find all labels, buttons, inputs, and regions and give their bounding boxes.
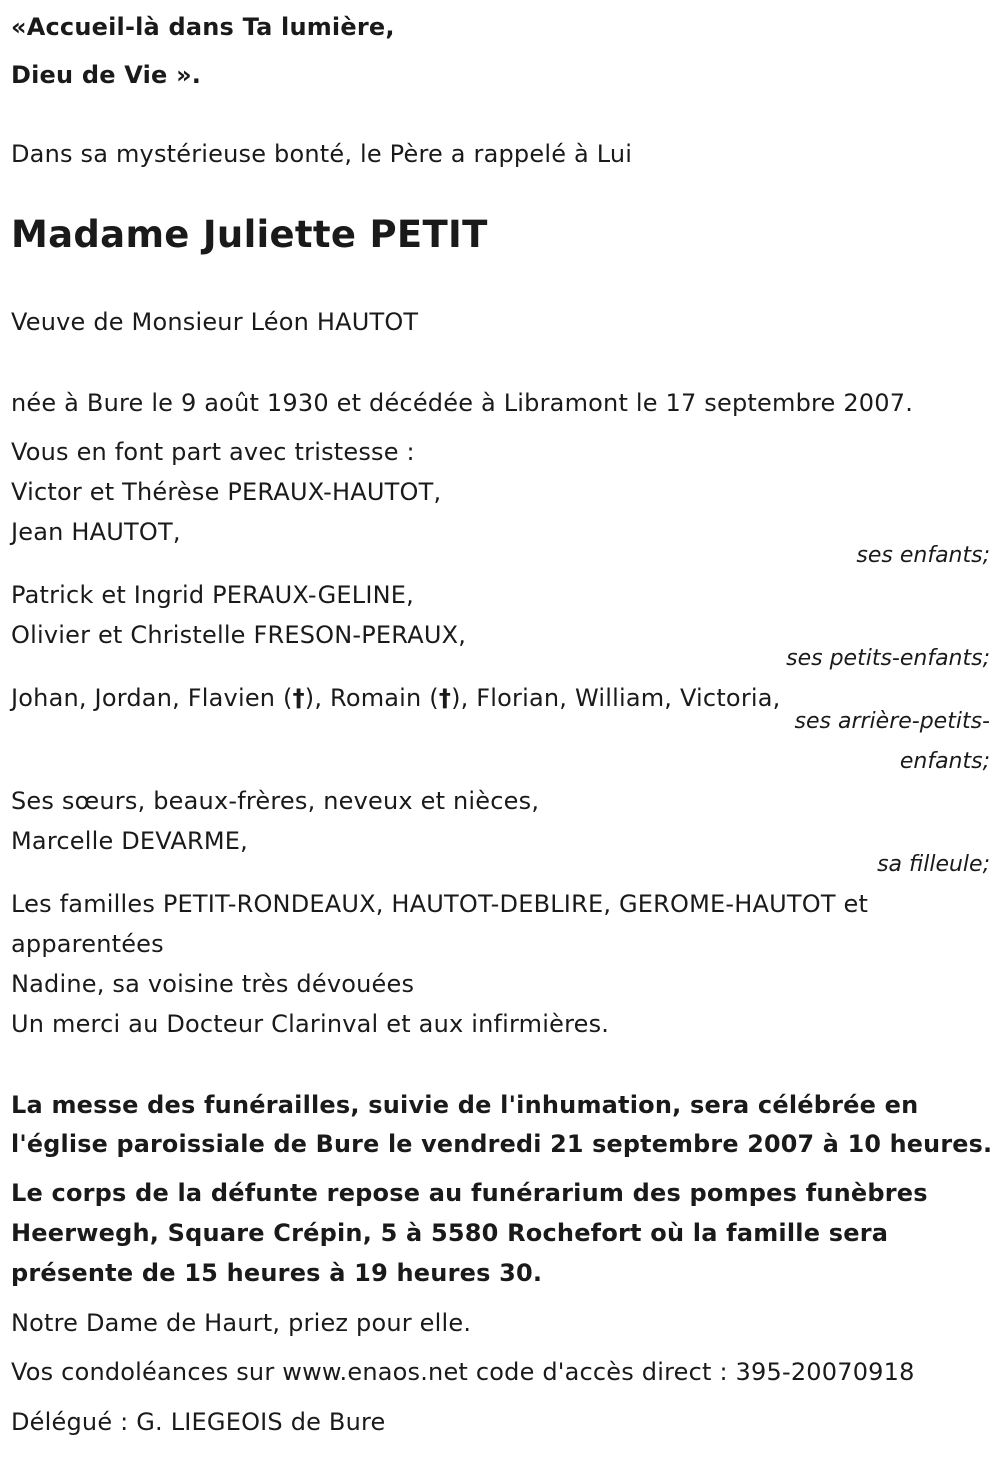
cross-icon: † xyxy=(438,684,452,712)
great-grandchildren-part: Johan, Jordan, Flavien ( xyxy=(11,684,293,712)
grandchild-name: Patrick et Ingrid PERAUX-GELINE, xyxy=(11,581,414,609)
announce-text: Vous en font part avec tristesse : xyxy=(11,438,415,466)
condolences-text: Vos condoléances sur www.enaos.net code d'accès direct : 395-20070918 xyxy=(11,1358,915,1386)
funeral-line-2: l'église paroissiale de Bure le vendredi 21 septembre 2007 à 10 heures. xyxy=(11,1130,993,1158)
families-line-1: Les familles PETIT-RONDEAUX, HAUTOT-DEBLIRE, GEROME-HAUTOT et xyxy=(11,890,869,918)
prayer-text: Notre Dame de Haurt, priez pour elle. xyxy=(11,1309,472,1337)
great-grandchildren-part: ), Florian, William, Victoria, xyxy=(451,684,781,712)
epigraph-line-1: «Accueil-là dans Ta lumière, xyxy=(11,13,395,41)
intro-text: Dans sa mystérieuse bonté, le Père a rappelé à Lui xyxy=(11,140,633,168)
widow-of: Veuve de Monsieur Léon HAUTOT xyxy=(11,308,419,336)
funeral-line-1: La messe des funérailles, suivie de l'inhumation, sera célébrée en xyxy=(11,1091,919,1119)
epigraph-line-2: Dieu de Vie ». xyxy=(11,61,202,89)
neighbor-text: Nadine, sa voisine très dévouées xyxy=(11,970,415,998)
child-name: Victor et Thérèse PERAUX-HAUTOT, xyxy=(11,478,442,506)
great-grandchildren-part: ), Romain ( xyxy=(304,684,439,712)
birth-death-text: née à Bure le 9 août 1930 et décédée à Libramont le 17 septembre 2007. xyxy=(11,389,914,417)
thanks-text: Un merci au Docteur Clarinval et aux infirmières. xyxy=(11,1010,610,1038)
great-grandchildren-names xyxy=(11,683,781,713)
children-role: ses enfants; xyxy=(856,543,990,568)
deceased-name: Madame Juliette PETIT xyxy=(11,213,488,256)
goddaughter-name: Marcelle DEVARME, xyxy=(11,827,248,855)
grandchild-name: Olivier et Christelle FRESON-PERAUX, xyxy=(11,621,467,649)
child-name: Jean HAUTOT, xyxy=(11,518,181,546)
families-line-2: apparentées xyxy=(11,930,164,958)
repose-line-1: Le corps de la défunte repose au funérarium des pompes funèbres xyxy=(11,1179,928,1207)
cross-icon: † xyxy=(292,684,305,712)
grandchildren-role: ses petits-enfants; xyxy=(786,646,990,671)
repose-line-3: présente de 15 heures à 19 heures 30. xyxy=(11,1259,543,1287)
great-grandchildren-role-line-2: enfants; xyxy=(899,749,990,774)
delegate-text: Délégué : G. LIEGEOIS de Bure xyxy=(11,1408,386,1436)
siblings-text: Ses sœurs, beaux-frères, neveux et nièces, xyxy=(11,787,540,815)
great-grandchildren-role-line-1: ses arrière-petits- xyxy=(794,709,990,734)
repose-line-2: Heerwegh, Square Crépin, 5 à 5580 Rochefort où la famille sera xyxy=(11,1219,889,1247)
goddaughter-role: sa filleule; xyxy=(877,852,990,877)
